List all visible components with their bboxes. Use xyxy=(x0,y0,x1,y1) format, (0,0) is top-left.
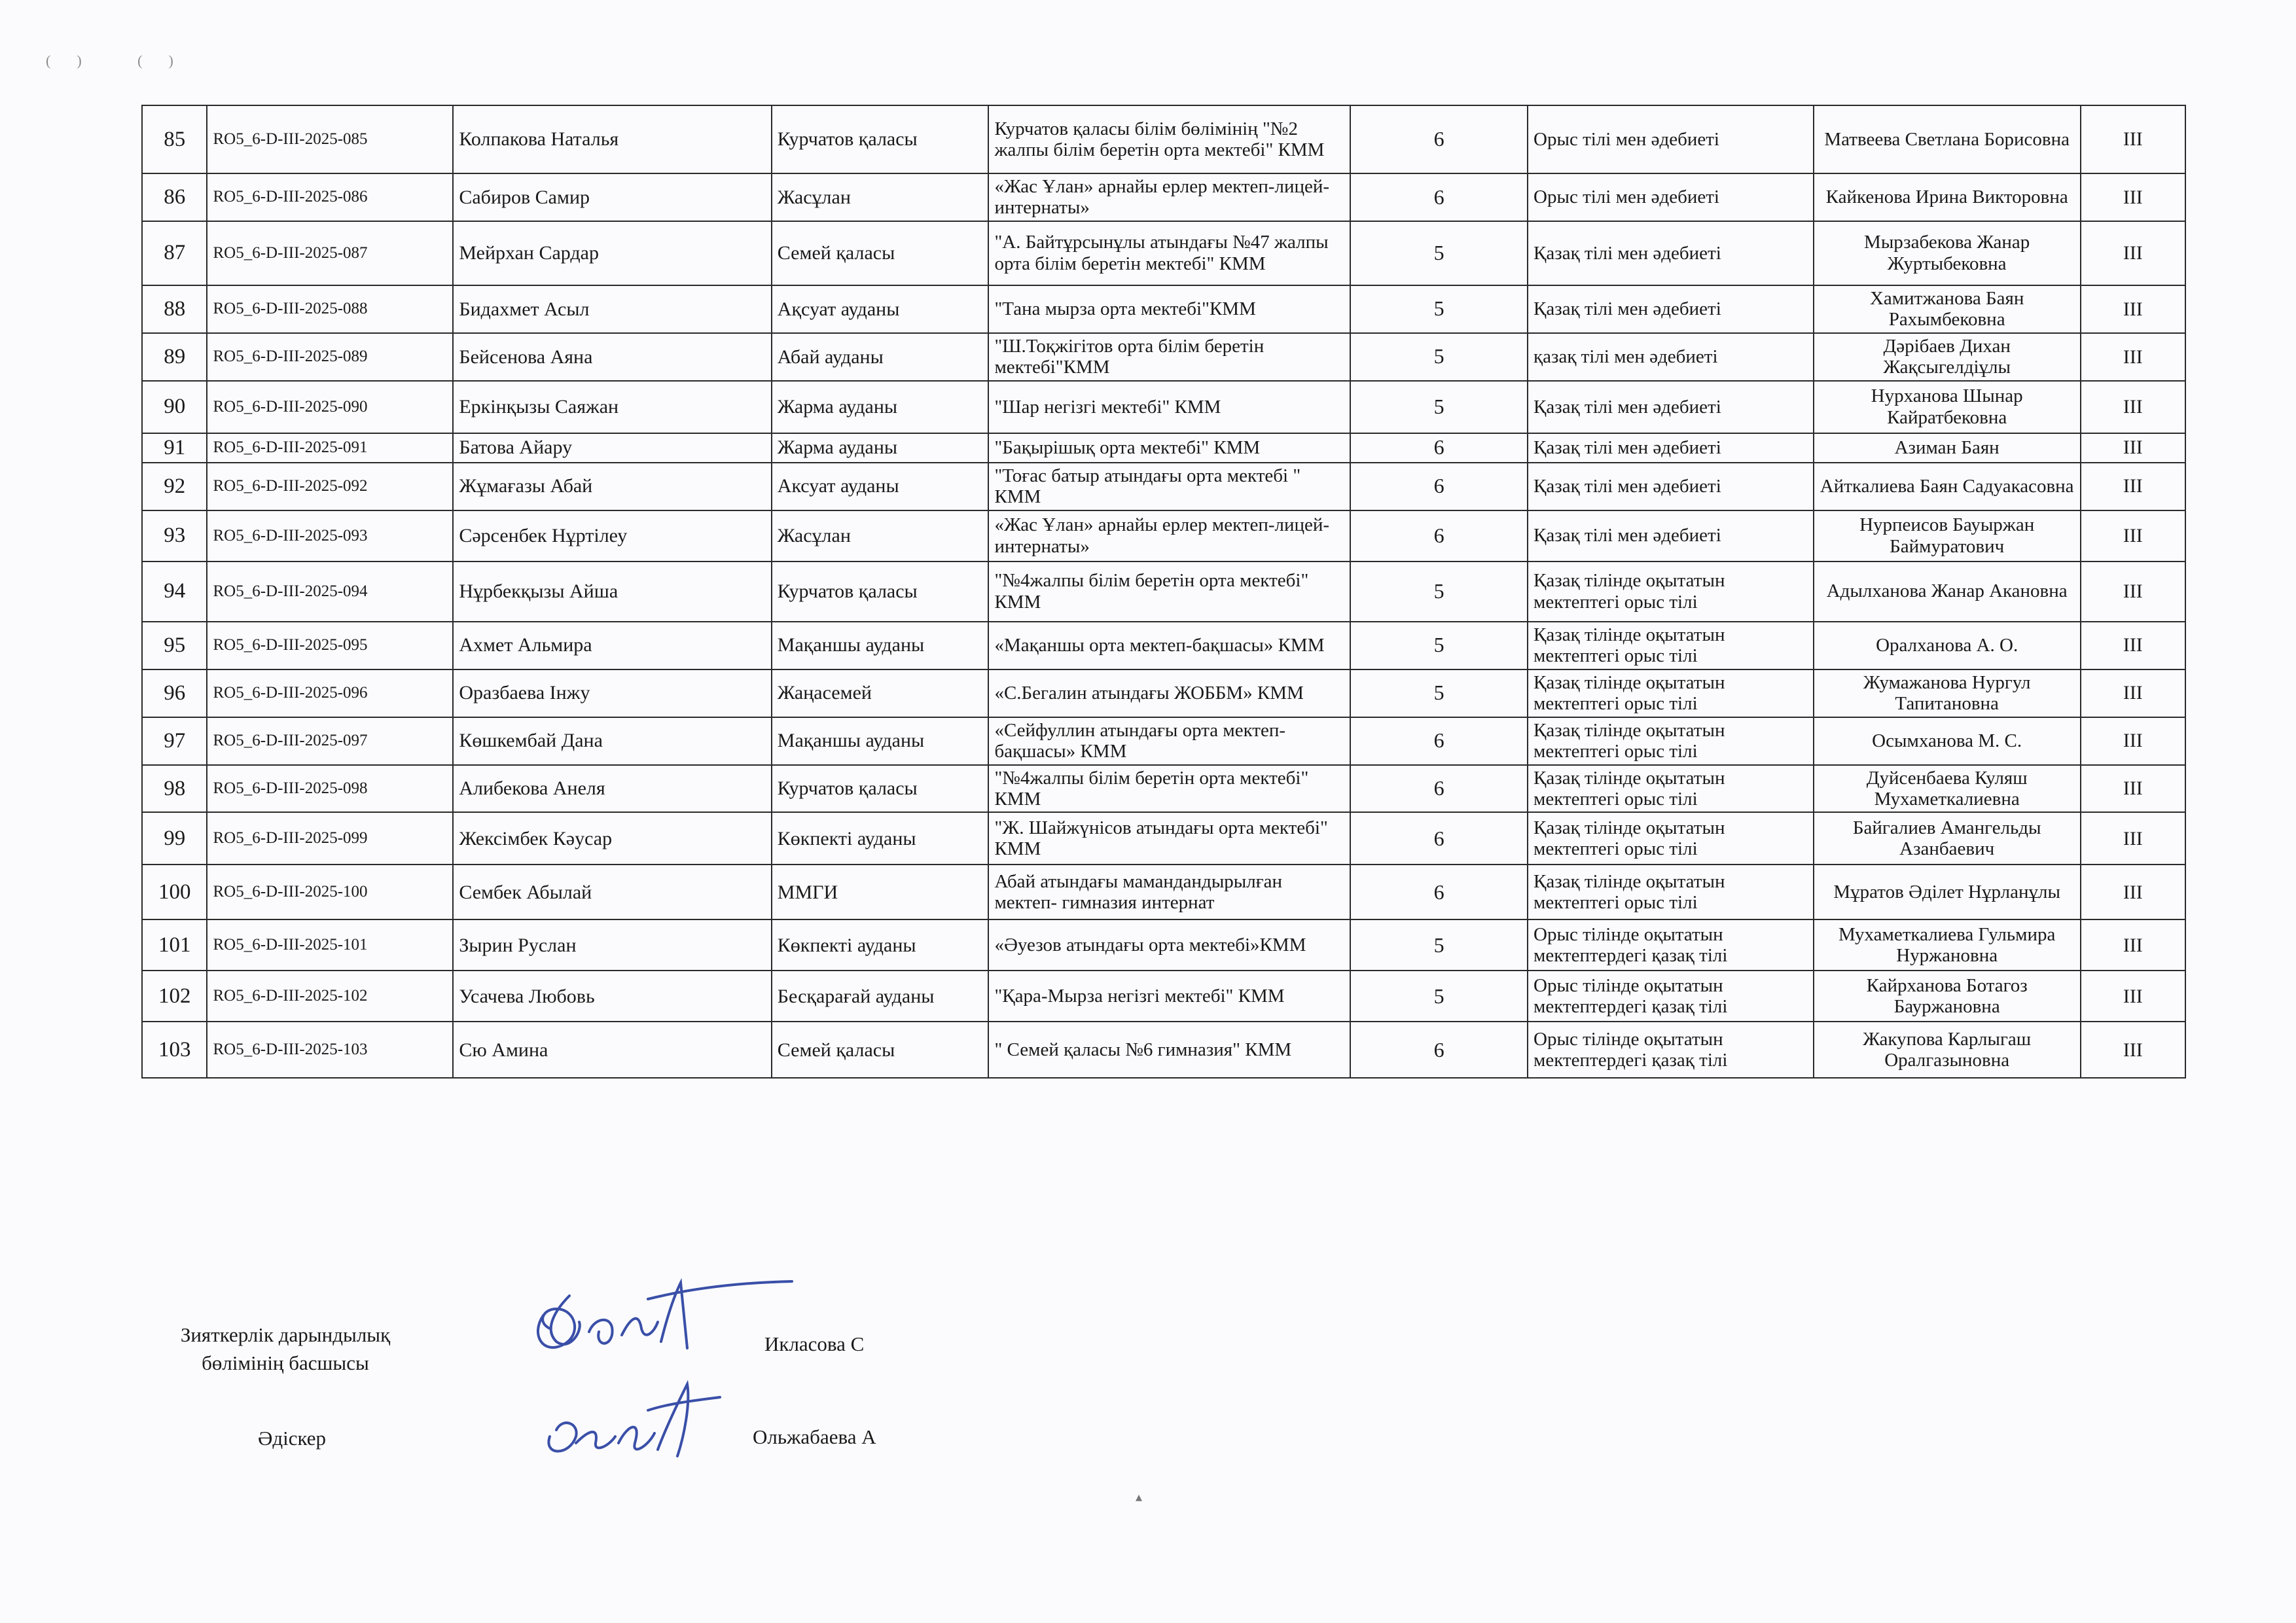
cell-number: 98 xyxy=(142,765,207,813)
cell-district: Мақаншы ауданы xyxy=(772,717,989,765)
cell-mentor: Мырзабекова Жанар Журтыбековна xyxy=(1814,221,2081,285)
cell-grade: 6 xyxy=(1350,463,1528,510)
cell-school: "Ж. Шайжүнісов атындағы орта мектебі" КММ xyxy=(988,812,1350,865)
cell-grade: 5 xyxy=(1350,221,1528,285)
cell-subject: Қазақ тілі мен әдебиеті xyxy=(1528,285,1814,333)
cell-category: III xyxy=(2081,669,2185,717)
cell-number: 100 xyxy=(142,865,207,919)
cell-subject: Орыс тілі мен әдебиеті xyxy=(1528,173,1814,221)
cell-subject: Орыс тілінде оқытатын мектептердегі қазақ тілі xyxy=(1528,919,1814,971)
cell-subject: Қазақ тілі мен әдебиеті xyxy=(1528,510,1814,562)
cell-district: Аксуат ауданы xyxy=(772,463,989,510)
cell-code: RO5_6-D-III-2025-101 xyxy=(207,919,453,971)
cell-district: Семей қаласы xyxy=(772,221,989,285)
cell-code: RO5_6-D-III-2025-100 xyxy=(207,865,453,919)
cell-code: RO5_6-D-III-2025-092 xyxy=(207,463,453,510)
cell-number: 101 xyxy=(142,919,207,971)
cell-mentor: Мұратов Әділет Нұрланұлы xyxy=(1814,865,2081,919)
cell-subject: Қазақ тілі мен әдебиеті xyxy=(1528,221,1814,285)
cell-mentor: Дуйсенбаева Куляш Мухаметкалиевна xyxy=(1814,765,2081,813)
cell-number: 94 xyxy=(142,562,207,622)
cell-number: 85 xyxy=(142,105,207,173)
cell-subject: Қазақ тілінде оқытатын мектептегі орыс тілі xyxy=(1528,622,1814,669)
table-row xyxy=(142,221,2185,285)
cell-school: "Тоғас батыр атындағы орта мектебі " КММ xyxy=(988,463,1350,510)
cell-mentor: Осымханова М. С. xyxy=(1814,717,2081,765)
cell-school: "Бақырішық орта мектебі" КММ xyxy=(988,433,1350,463)
cell-district: Жасұлан xyxy=(772,173,989,221)
cell-number: 89 xyxy=(142,333,207,381)
cell-category: III xyxy=(2081,510,2185,562)
cell-category: III xyxy=(2081,562,2185,622)
cell-number: 91 xyxy=(142,433,207,463)
cell-district: Жарма ауданы xyxy=(772,433,989,463)
table-row xyxy=(142,669,2185,717)
table-row xyxy=(142,717,2185,765)
cell-student-name: Бейсенова Аяна xyxy=(453,333,771,381)
cell-grade: 6 xyxy=(1350,765,1528,813)
cell-grade: 5 xyxy=(1350,562,1528,622)
cell-number: 92 xyxy=(142,463,207,510)
cell-subject: Қазақ тілінде оқытатын мектептегі орыс тілі xyxy=(1528,865,1814,919)
cell-student-name: Колпакова Наталья xyxy=(453,105,771,173)
cell-grade: 6 xyxy=(1350,173,1528,221)
methodist-signature xyxy=(537,1371,733,1469)
cell-subject: Қазақ тілінде оқытатын мектептегі орыс тілі xyxy=(1528,562,1814,622)
cell-grade: 5 xyxy=(1350,285,1528,333)
cell-category: III xyxy=(2081,1022,2185,1078)
cell-mentor: Азиман Баян xyxy=(1814,433,2081,463)
cell-number: 102 xyxy=(142,971,207,1022)
cell-subject: Қазақ тілінде оқытатын мектептегі орыс тілі xyxy=(1528,765,1814,813)
cell-subject: Қазақ тілінде оқытатын мектептегі орыс тілі xyxy=(1528,812,1814,865)
methodist-title: Әдіскер xyxy=(257,1427,327,1450)
cell-category: III xyxy=(2081,433,2185,463)
cell-category: III xyxy=(2081,173,2185,221)
cell-school: «Мақаншы орта мектеп-бақшасы» КММ xyxy=(988,622,1350,669)
cell-mentor: Оралханова А. О. xyxy=(1814,622,2081,669)
table-row xyxy=(142,622,2185,669)
cell-student-name: Жұмағазы Абай xyxy=(453,463,771,510)
cell-district: Курчатов қаласы xyxy=(772,105,989,173)
cell-subject: Орыс тілі мен әдебиеті xyxy=(1528,105,1814,173)
table-row xyxy=(142,919,2185,971)
cell-number: 95 xyxy=(142,622,207,669)
cell-student-name: Нұрбекқызы Айша xyxy=(453,562,771,622)
cell-number: 87 xyxy=(142,221,207,285)
cell-student-name: Көшкембай Дана xyxy=(453,717,771,765)
cell-code: RO5_6-D-III-2025-089 xyxy=(207,333,453,381)
cell-number: 86 xyxy=(142,173,207,221)
cell-code: RO5_6-D-III-2025-088 xyxy=(207,285,453,333)
cell-grade: 6 xyxy=(1350,433,1528,463)
cell-student-name: Еркінқызы Саяжан xyxy=(453,381,771,433)
table-row xyxy=(142,463,2185,510)
cell-subject: Қазақ тілі мен әдебиеті xyxy=(1528,381,1814,433)
cell-grade: 5 xyxy=(1350,333,1528,381)
cell-category: III xyxy=(2081,333,2185,381)
cell-number: 93 xyxy=(142,510,207,562)
scan-speck: ▴ xyxy=(1136,1490,1143,1505)
cell-student-name: Сабиров Самир xyxy=(453,173,771,221)
cell-grade: 5 xyxy=(1350,971,1528,1022)
cell-category: III xyxy=(2081,865,2185,919)
cell-district: Абай ауданы xyxy=(772,333,989,381)
cell-mentor: Хамитжанова Баян Рахымбековна xyxy=(1814,285,2081,333)
cell-category: III xyxy=(2081,971,2185,1022)
cell-code: RO5_6-D-III-2025-103 xyxy=(207,1022,453,1078)
cell-district: Жарма ауданы xyxy=(772,381,989,433)
cell-grade: 6 xyxy=(1350,1022,1528,1078)
cell-category: III xyxy=(2081,381,2185,433)
cell-category: III xyxy=(2081,717,2185,765)
cell-code: RO5_6-D-III-2025-085 xyxy=(207,105,453,173)
cell-school: «С.Бегалин атындағы ЖОББМ» КММ xyxy=(988,669,1350,717)
table-row xyxy=(142,433,2185,463)
cell-mentor: Мухаметкалиева Гульмира Нуржановна xyxy=(1814,919,2081,971)
cell-code: RO5_6-D-III-2025-097 xyxy=(207,717,453,765)
cell-category: III xyxy=(2081,221,2185,285)
cell-school: «Әуезов атындағы орта мектебі»КММ xyxy=(988,919,1350,971)
cell-number: 97 xyxy=(142,717,207,765)
table-row xyxy=(142,285,2185,333)
cell-student-name: Сембек Абылай xyxy=(453,865,771,919)
table-row xyxy=(142,173,2185,221)
table-row xyxy=(142,562,2185,622)
cell-grade: 6 xyxy=(1350,717,1528,765)
cell-student-name: Усачева Любовь xyxy=(453,971,771,1022)
cell-code: RO5_6-D-III-2025-096 xyxy=(207,669,453,717)
cell-district: Жаңасемей xyxy=(772,669,989,717)
cell-number: 90 xyxy=(142,381,207,433)
methodist-name: Ольжабаева А xyxy=(753,1425,876,1448)
table-row xyxy=(142,510,2185,562)
cell-code: RO5_6-D-III-2025-093 xyxy=(207,510,453,562)
cell-student-name: Сю Амина xyxy=(453,1022,771,1078)
register-table xyxy=(141,105,2186,1079)
cell-code: RO5_6-D-III-2025-086 xyxy=(207,173,453,221)
cell-school: "Ш.Тоқжігітов орта білім беретін мектебі"КММ xyxy=(988,333,1350,381)
cell-student-name: Батова Айару xyxy=(453,433,771,463)
cell-code: RO5_6-D-III-2025-091 xyxy=(207,433,453,463)
cell-grade: 5 xyxy=(1350,622,1528,669)
cell-mentor: Байгалиев Амангельды Азанбаевич xyxy=(1814,812,2081,865)
cell-district: Семей қаласы xyxy=(772,1022,989,1078)
cell-code: RO5_6-D-III-2025-094 xyxy=(207,562,453,622)
cell-student-name: Мейрхан Сардар xyxy=(453,221,771,285)
cell-district: Ақсуат ауданы xyxy=(772,285,989,333)
cell-school: " Семей қаласы №6 гимназия" КММ xyxy=(988,1022,1350,1078)
cell-mentor: Адылханова Жанар Акановна xyxy=(1814,562,2081,622)
cell-subject: Орыс тілінде оқытатын мектептердегі қазақ тілі xyxy=(1528,1022,1814,1078)
cell-school: "Шар негізгі мектебі" КММ xyxy=(988,381,1350,433)
head-title: Зияткерлік дарындылық бөлімінің басшысы xyxy=(180,1323,391,1375)
cell-district: Көкпекті ауданы xyxy=(772,812,989,865)
cell-subject: Қазақ тілі мен әдебиеті xyxy=(1528,433,1814,463)
cell-school: "А. Байтұрсынұлы атындағы №47 жалпы орта білім беретін мектебі" КММ xyxy=(988,221,1350,285)
cell-grade: 5 xyxy=(1350,669,1528,717)
cell-district: Курчатов қаласы xyxy=(772,765,989,813)
cell-subject: Қазақ тілі мен әдебиеті xyxy=(1528,463,1814,510)
cell-number: 88 xyxy=(142,285,207,333)
cell-subject: Қазақ тілінде оқытатын мектептегі орыс тілі xyxy=(1528,717,1814,765)
table-row xyxy=(142,812,2185,865)
cell-subject: Орыс тілінде оқытатын мектептердегі қазақ тілі xyxy=(1528,971,1814,1022)
cell-grade: 6 xyxy=(1350,865,1528,919)
cell-school: «Сейфуллин атындағы орта мектеп-бақшасы» КММ xyxy=(988,717,1350,765)
table-row xyxy=(142,105,2185,173)
cell-code: RO5_6-D-III-2025-099 xyxy=(207,812,453,865)
cell-school: "Тана мырза орта мектебі"КММ xyxy=(988,285,1350,333)
cell-district: Көкпекті ауданы xyxy=(772,919,989,971)
head-name: Икласова С xyxy=(764,1332,865,1355)
cell-school: «Жас Ұлан» арнайы ерлер мектеп-лицей-интернаты» xyxy=(988,510,1350,562)
cell-mentor: Айткалиева Баян Садуакасовна xyxy=(1814,463,2081,510)
page-corner-marks: () () xyxy=(46,52,200,69)
cell-student-name: Алибекова Анеля xyxy=(453,765,771,813)
cell-code: RO5_6-D-III-2025-087 xyxy=(207,221,453,285)
cell-grade: 6 xyxy=(1350,510,1528,562)
cell-school: "Қара-Мырза негізгі мектебі" КММ xyxy=(988,971,1350,1022)
cell-district: Курчатов қаласы xyxy=(772,562,989,622)
cell-code: RO5_6-D-III-2025-090 xyxy=(207,381,453,433)
cell-student-name: Сәрсенбек Нұртілеу xyxy=(453,510,771,562)
cell-category: III xyxy=(2081,105,2185,173)
cell-number: 99 xyxy=(142,812,207,865)
table-row xyxy=(142,333,2185,381)
cell-mentor: Нурпеисов Бауыржан Баймуратович xyxy=(1814,510,2081,562)
cell-category: III xyxy=(2081,622,2185,669)
cell-school: «Жас Ұлан» арнайы ерлер мектеп-лицей-интернаты» xyxy=(988,173,1350,221)
cell-category: III xyxy=(2081,463,2185,510)
table-row xyxy=(142,971,2185,1022)
cell-number: 103 xyxy=(142,1022,207,1078)
register-table-container xyxy=(141,105,2186,1079)
table-row xyxy=(142,1022,2185,1078)
cell-subject: қазақ тілі мен әдебиеті xyxy=(1528,333,1814,381)
cell-grade: 5 xyxy=(1350,919,1528,971)
cell-grade: 6 xyxy=(1350,812,1528,865)
cell-category: III xyxy=(2081,812,2185,865)
cell-category: III xyxy=(2081,919,2185,971)
table-row xyxy=(142,765,2185,813)
cell-student-name: Ахмет Альмира xyxy=(453,622,771,669)
cell-student-name: Зырин Руслан xyxy=(453,919,771,971)
cell-code: RO5_6-D-III-2025-095 xyxy=(207,622,453,669)
head-signature xyxy=(517,1270,798,1374)
cell-school: Курчатов қаласы білім бөлімінің "№2 жалпы білім беретін орта мектебі" КММ xyxy=(988,105,1350,173)
table-row xyxy=(142,381,2185,433)
table-row xyxy=(142,865,2185,919)
cell-mentor: Матвеева Светлана Борисовна xyxy=(1814,105,2081,173)
cell-school: "№4жалпы білім беретін орта мектебі" КММ xyxy=(988,562,1350,622)
register-table-body xyxy=(142,105,2185,1078)
cell-mentor: Кайкенова Ирина Викторовна xyxy=(1814,173,2081,221)
cell-school: "№4жалпы білім беретін орта мектебі" КММ xyxy=(988,765,1350,813)
cell-mentor: Жакупова Карлыгаш Оралгазыновна xyxy=(1814,1022,2081,1078)
cell-mentor: Кайрханова Ботагоз Бауржановна xyxy=(1814,971,2081,1022)
cell-code: RO5_6-D-III-2025-102 xyxy=(207,971,453,1022)
cell-district: Бесқарағай ауданы xyxy=(772,971,989,1022)
cell-category: III xyxy=(2081,765,2185,813)
cell-student-name: Бидахмет Асыл xyxy=(453,285,771,333)
cell-student-name: Оразбаева Інжу xyxy=(453,669,771,717)
cell-district: Жасұлан xyxy=(772,510,989,562)
cell-mentor: Дәрібаев Дихан Жақсыгелдіұлы xyxy=(1814,333,2081,381)
cell-subject: Қазақ тілінде оқытатын мектептегі орыс тілі xyxy=(1528,669,1814,717)
cell-code: RO5_6-D-III-2025-098 xyxy=(207,765,453,813)
cell-number: 96 xyxy=(142,669,207,717)
cell-category: III xyxy=(2081,285,2185,333)
cell-mentor: Жумажанова Нургул Тапитановна xyxy=(1814,669,2081,717)
cell-mentor: Нурханова Шынар Кайратбековна xyxy=(1814,381,2081,433)
cell-school: Абай атындағы мамандандырылған мектеп- гимназия интернат xyxy=(988,865,1350,919)
cell-student-name: Жексімбек Кәусар xyxy=(453,812,771,865)
cell-grade: 5 xyxy=(1350,381,1528,433)
cell-grade: 6 xyxy=(1350,105,1528,173)
cell-district: ММГИ xyxy=(772,865,989,919)
cell-district: Мақаншы ауданы xyxy=(772,622,989,669)
